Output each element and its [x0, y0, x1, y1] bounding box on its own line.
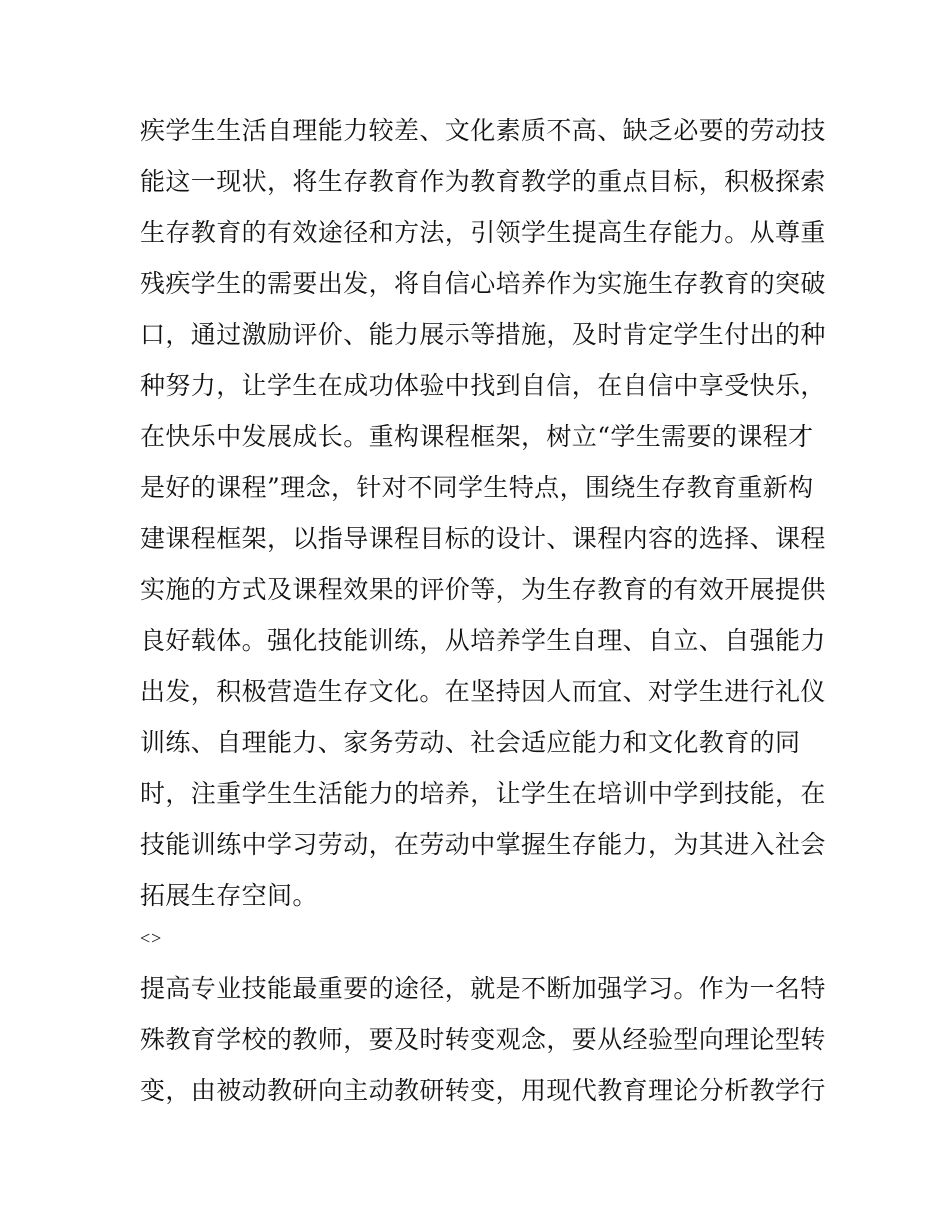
- text-line: 出发，积极营造生存文化。在坚持因人而宜、对学生进行礼仪: [140, 677, 826, 706]
- text-line: 残疾学生的需要出发，将自信心培养作为实施生存教育的突破: [140, 269, 826, 298]
- text-line: 是好的课程”理念，针对不同学生特点，围绕生存教育重新构: [140, 473, 814, 502]
- paragraph-1: [140, 105, 826, 921]
- text-line: 疾学生生活自理能力较差、文化素质不高、缺乏必要的劳动技: [140, 116, 826, 145]
- text-line: 能这一现状，将生存教育作为教育教学的重点目标，积极探索: [140, 167, 826, 196]
- text-line: 时，注重学生生活能力的培养，让学生在培训中学到技能，在: [140, 779, 826, 808]
- text-line: 殊教育学校的教师，要及时转变观念，要从经验型向理论型转: [140, 1025, 826, 1054]
- text-line: 良好载体。强化技能训练，从培养学生自理、自立、自强能力: [140, 626, 826, 655]
- text-line: 实施的方式及课程效果的评价等，为生存教育的有效开展提供: [140, 575, 826, 604]
- text-line: 在快乐中发展成长。重构课程框架，树立“学生需要的课程才: [140, 422, 814, 451]
- paragraph-2: [140, 963, 826, 1116]
- text-line: 拓展生存空间。: [140, 881, 318, 910]
- section-marker: <>: [140, 928, 163, 948]
- text-line: 变，由被动教研向主动教研转变，用现代教育理论分析教学行: [140, 1076, 826, 1105]
- text-line: 提高专业技能最重要的途径，就是不断加强学习。作为一名特: [140, 974, 826, 1003]
- text-line: 生存教育的有效途径和方法，引领学生提高生存能力。从尊重: [140, 218, 826, 247]
- text-line: 训练、自理能力、家务劳动、社会适应能力和文化教育的同: [140, 728, 801, 757]
- document-body: [140, 105, 826, 1116]
- text-line: 技能训练中学习劳动，在劳动中掌握生存能力，为其进入社会: [140, 830, 826, 859]
- text-line: 种努力，让学生在成功体验中找到自信，在自信中享受快乐，: [140, 371, 826, 400]
- text-line: 口，通过激励评价、能力展示等措施，及时肯定学生付出的种: [140, 320, 826, 349]
- text-line: 建课程框架，以指导课程目标的设计、课程内容的选择、课程: [140, 524, 826, 553]
